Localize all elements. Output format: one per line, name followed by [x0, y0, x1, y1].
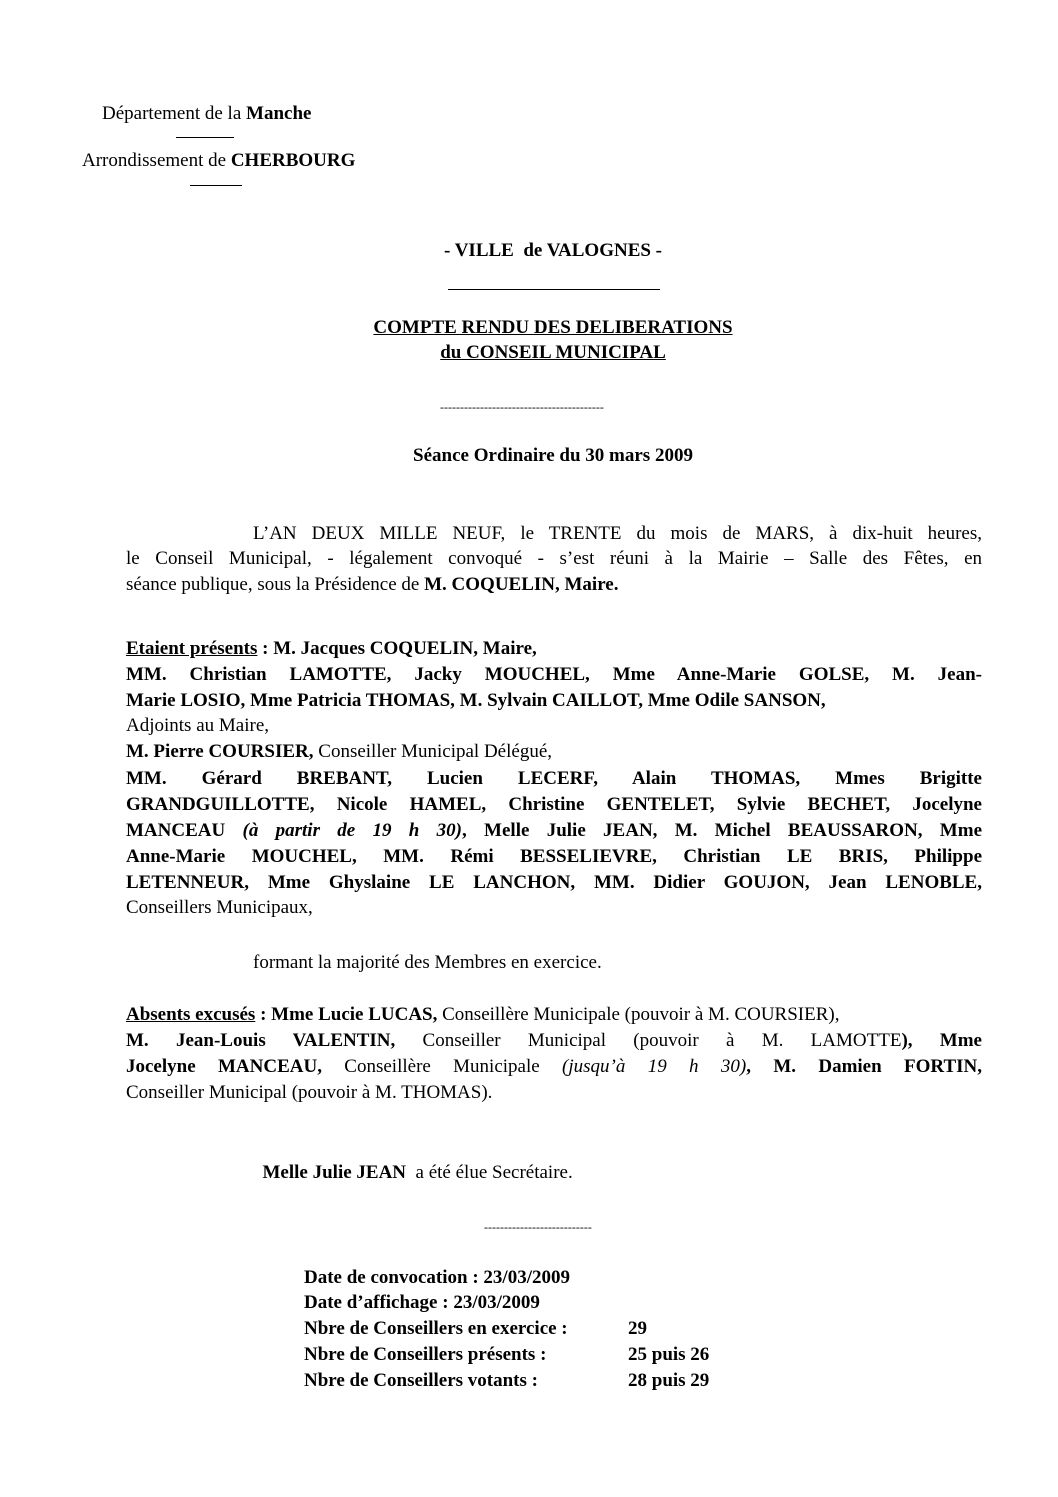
departement-name: Manche	[246, 103, 312, 124]
presents-label-suffix: : M. Jacques COQUELIN, Maire,	[257, 638, 537, 659]
adjoints-line-2: Marie LOSIO, Mme Patricia THOMAS, M. Sylvain CAILLOT, Mme Odile SANSON,	[126, 690, 826, 711]
departement-prefix: Département de la	[102, 103, 247, 124]
absents-line-1-a: : Mme Lucie LUCAS,	[255, 1004, 438, 1025]
seance-title: Séance Ordinaire du 30 mars 2009	[413, 445, 693, 466]
absents-line-2-a: M. Jean-Louis VALENTIN,	[126, 1030, 396, 1051]
delegue-name: M. Pierre COURSIER,	[126, 741, 314, 762]
conseillers-line-3-b: , Melle Julie JEAN, M. Michel BEAUSSARON, Mme	[462, 820, 983, 841]
absents-line-3-c: , M. Damien FORTIN,	[746, 1056, 982, 1077]
adjoints-role: Adjoints au Maire,	[126, 715, 270, 736]
votants-value: 28 puis 29	[628, 1370, 710, 1391]
majorite-line: formant la majorité des Membres en exercice.	[253, 952, 602, 973]
ville-title: - VILLE de VALOGNES -	[443, 240, 663, 261]
absents-line-1-b: Conseillère Municipale (pouvoir à M. COURSIER),	[437, 1004, 840, 1025]
intro-line-2: le Conseil Municipal, - légalement convoqué - s’est réuni à la Mairie – Salle des Fêtes, en	[126, 548, 982, 569]
intro-line-3	[126, 572, 982, 598]
bottom-dash-separator: ---------------------------	[484, 1220, 592, 1234]
absents-line-3-a: Jocelyne MANCEAU,	[126, 1056, 322, 1077]
conseillers-line-2: GRANDGUILLOTTE, Nicole HAMEL, Christine GENTELET, Sylvie BECHET, Jocelyne	[126, 794, 982, 815]
conseillers-line-5: LETENNEUR, Mme Ghyslaine LE LANCHON, MM. Didier GOUJON, Jean LENOBLE,	[126, 872, 982, 893]
conseillers-line-1: MM. Gérard BREBANT, Lucien LECERF, Alain THOMAS, Mmes Brigitte	[126, 768, 982, 789]
secretaire-name: Melle Julie JEAN	[262, 1161, 407, 1183]
departement-underline	[176, 137, 234, 138]
exercice-label: Nbre de Conseillers en exercice :	[304, 1318, 568, 1339]
compte-rendu-title-line2: du CONSEIL MUNICIPAL	[440, 342, 666, 363]
arrondissement-underline	[190, 185, 242, 186]
presents-header	[126, 636, 982, 662]
absents-line-4: Conseiller Municipal (pouvoir à M. THOMAS).	[126, 1082, 493, 1103]
arrondissement-prefix: Arrondissement de	[82, 150, 231, 171]
absents-line-2-b: Conseiller Municipal (pouvoir à M. LAMOTTE	[395, 1030, 902, 1051]
delegue-role: Conseiller Municipal Délégué,	[313, 741, 553, 762]
absents-line-2-c: ), Mme	[901, 1030, 982, 1051]
adjoints-line-1: MM. Christian LAMOTTE, Jacky MOUCHEL, Mme Anne-Marie GOLSE, M. Jean-	[126, 664, 982, 685]
president-name: M. COQUELIN, Maire.	[424, 574, 619, 595]
delegue-line	[126, 739, 982, 765]
departure-time-note: (jusqu’à 19 h 30)	[562, 1056, 747, 1077]
absents-line-1	[126, 1002, 982, 1028]
arrondissement-line	[82, 148, 355, 174]
conseillers-line-3-a: MANCEAU	[126, 820, 243, 841]
affichage-date: Date d’affichage : 23/03/2009	[304, 1292, 540, 1313]
presents-count-label: Nbre de Conseillers présents :	[304, 1344, 547, 1365]
compte-rendu-title-line1: COMPTE RENDU DES DELIBERATIONS	[373, 317, 733, 338]
arrondissement-name: CHERBOURG	[230, 150, 356, 171]
title-dash-separator: -----------------------------------------	[440, 400, 604, 414]
arrival-time-note: (à partir de 19 h 30)	[242, 820, 462, 841]
absents-label: Absents excusés	[126, 1004, 256, 1025]
ville-underline	[448, 289, 660, 290]
convocation-date: Date de convocation : 23/03/2009	[304, 1267, 570, 1288]
absents-line-2	[126, 1028, 982, 1054]
absents-line-3	[126, 1054, 982, 1080]
absents-line-3-b: Conseillère Municipale	[321, 1056, 563, 1077]
secretaire-text: a été élue Secrétaire.	[406, 1161, 573, 1183]
departement-line	[102, 101, 311, 127]
conseillers-line-4: Anne-Marie MOUCHEL, MM. Rémi BESSELIEVRE, Christian LE BRIS, Philippe	[126, 846, 982, 867]
presents-count-value: 25 puis 26	[628, 1344, 710, 1365]
presents-label: Etaient présents	[126, 638, 258, 659]
intro-line-3-prefix: séance publique, sous la Présidence de	[126, 574, 425, 595]
exercice-value: 29	[628, 1318, 647, 1339]
intro-line-1: L’AN DEUX MILLE NEUF, le TRENTE du mois de MARS, à dix-huit heures,	[253, 523, 982, 544]
conseillers-line-3	[126, 818, 982, 844]
secretaire-line	[253, 1134, 573, 1185]
conseillers-role: Conseillers Municipaux,	[126, 897, 313, 918]
votants-label: Nbre de Conseillers votants :	[304, 1370, 538, 1391]
